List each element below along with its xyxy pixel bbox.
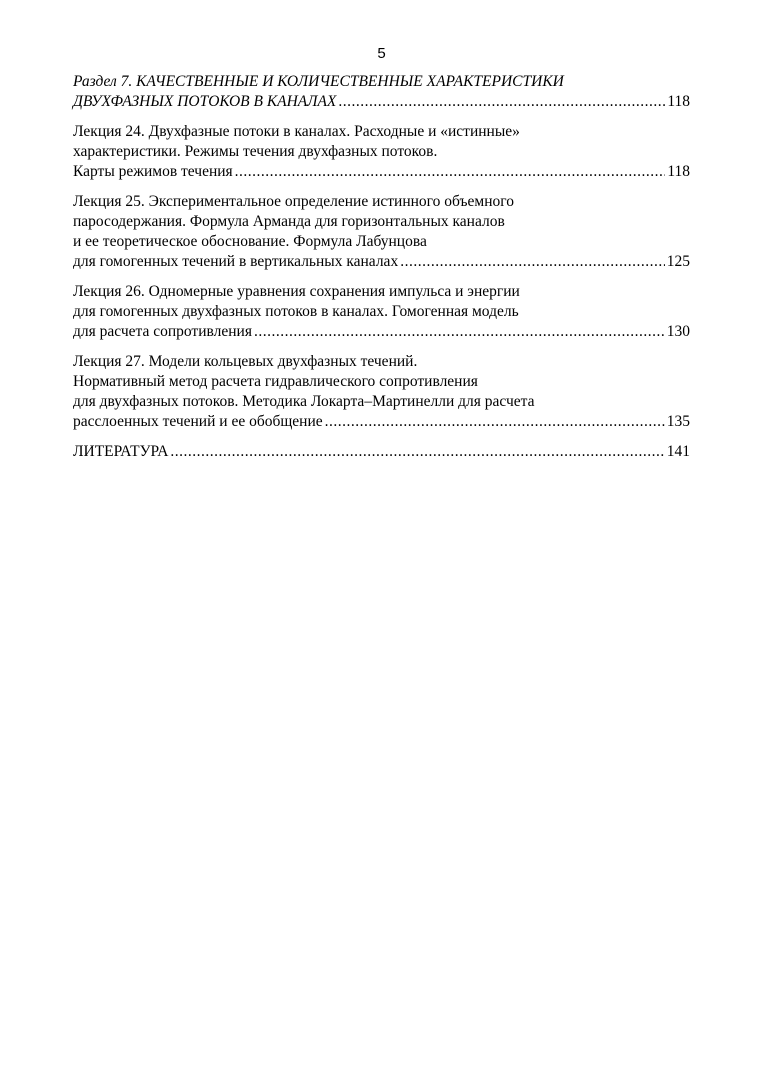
toc-page-number: 135 [666,413,690,430]
toc-entry-line: Раздел 7. КАЧЕСТВЕННЫЕ И КОЛИЧЕСТВЕННЫЕ ХАРАКТЕРИСТИКИ [73,73,564,90]
toc-entry-line: Нормативный метод расчета гидравлического сопротивления [73,373,478,390]
toc-entry-last-line [73,322,690,342]
toc-entry-lecture-27[interactable] [73,352,690,432]
toc-entry-text: для гомогенных течений в вертикальных каналах [73,253,399,270]
toc-entry-line: и ее теоретическое обоснование. Формула Лабунцова [73,233,427,250]
toc-entry-last-line [73,92,690,112]
toc-entry-lecture-24[interactable] [73,122,690,182]
toc-entry-lecture-26[interactable] [73,282,690,342]
toc-page-number: 130 [666,323,690,340]
toc-entry-last-line [73,252,690,272]
toc-entry-last-line [73,412,690,432]
toc-page-number: 118 [667,93,690,110]
toc-entry-line: Лекция 27. Модели кольцевых двухфазных течений. [73,353,418,370]
dot-leader [400,252,665,272]
toc-entry-line: характеристики. Режимы течения двухфазных потоков. [73,143,438,160]
toc-entry-text: Карты режимов течения [73,163,233,180]
toc-entry-last-line [73,162,690,182]
toc-entry-section-7[interactable] [73,72,690,112]
dot-leader [170,442,664,462]
toc-entry-line: Лекция 26. Одномерные уравнения сохранения импульса и энергии [73,283,520,300]
dot-leader [325,412,665,432]
dot-leader [338,92,665,112]
dot-leader [235,162,666,182]
table-of-contents [73,72,690,472]
toc-entry-line: паросодержания. Формула Арманда для горизонтальных каналов [73,213,505,230]
toc-page-number: 118 [667,163,690,180]
toc-entry-line: для двухфазных потоков. Методика Локарта–Мартинелли для расчета [73,393,535,410]
page-number: 5 [377,45,386,62]
toc-entry-last-line [73,442,690,462]
toc-entry-text: ЛИТЕРАТУРА [73,443,169,460]
toc-page-number: 141 [666,443,690,460]
toc-entry-literature[interactable] [73,442,690,462]
toc-entry-lecture-25[interactable] [73,192,690,272]
toc-entry-text: для расчета сопротивления [73,323,252,340]
toc-entry-line: Лекция 24. Двухфазные потоки в каналах. Расходные и «истинные» [73,123,520,140]
toc-entry-text: расслоенных течений и ее обобщение [73,413,323,430]
toc-entry-text: ДВУХФАЗНЫХ ПОТОКОВ В КАНАЛАХ [73,93,337,110]
toc-entry-line: Лекция 25. Экспериментальное определение истинного объемного [73,193,514,210]
toc-entry-line: для гомогенных двухфазных потоков в каналах. Гомогенная модель [73,303,519,320]
toc-page-number: 125 [666,253,690,270]
dot-leader [254,322,665,342]
